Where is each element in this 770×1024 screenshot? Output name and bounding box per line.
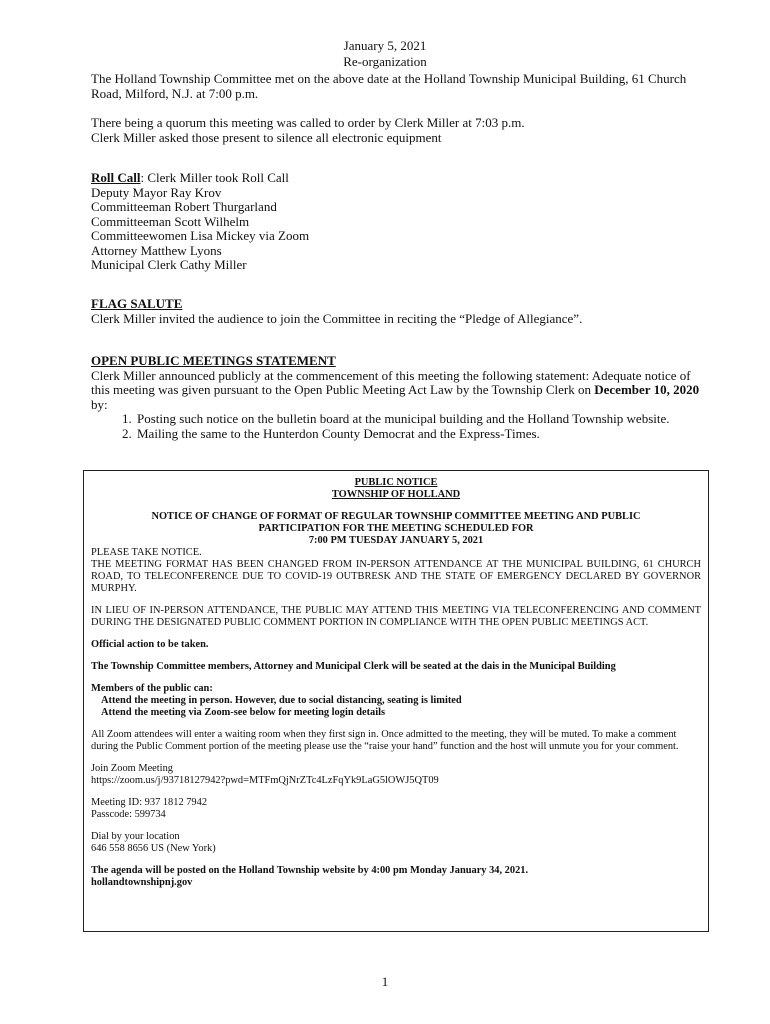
format-change-text: THE MEETING FORMAT HAS BEEN CHANGED FROM IN-PERSON ATTENDANCE AT THE MUNICIPAL BUILDING, 61 CHURCH ROAD, TO TELECONFERENCE DUE TO COVID-19 OUTBRESK AND THE STATE OF EMERGENCY DECLARED BY GOVERNOR MURPHY. bbox=[91, 559, 701, 594]
members-option: Attend the meeting in person. However, due to social distancing, seating is limited bbox=[101, 695, 462, 706]
take-notice: PLEASE TAKE NOTICE. bbox=[91, 547, 202, 558]
intro-paragraph: The Holland Township Committee met on the above date at the Holland Township Municipal Building, 61 Church Road, Milford, N.J. at 7:00 p.m. bbox=[91, 71, 687, 101]
silence-line: Clerk Miller asked those present to silence all electronic equipment bbox=[91, 129, 442, 145]
notice-heading-line: PARTICIPATION FOR THE MEETING SCHEDULED FOR bbox=[258, 523, 534, 534]
join-zoom-label: Join Zoom Meeting bbox=[91, 763, 173, 774]
flag-salute-section bbox=[91, 297, 711, 326]
dial-label: Dial by your location bbox=[91, 831, 180, 842]
list-item: 2. Mailing the same to the Hunterdon County Democrat and the Express-Times. bbox=[135, 427, 711, 442]
quorum-line: There being a quorum this meeting was called to order by Clerk Miller at 7:03 p.m. bbox=[91, 115, 525, 130]
quorum-paragraph bbox=[91, 116, 711, 145]
opm-section bbox=[91, 354, 711, 441]
seating-text: The Township Committee members, Attorney and Municipal Clerk will be seated at the dais in the Municipal Building bbox=[91, 661, 616, 672]
page-header bbox=[0, 38, 770, 70]
opm-statement: Clerk Miller announced publicly at the commencement of this meeting the following statement: Adequate notice of this meeting was given pursuant to the Open Public Meeting Act Law by the Township Clerk on December 10, 2020 by: bbox=[91, 367, 700, 412]
list-item: 1. Posting such notice on the bulletin board at the municipal building and the Holland Township website. bbox=[135, 412, 711, 427]
meeting-type: Re-organization bbox=[343, 54, 427, 69]
members-option: Attend the meeting via Zoom-see below for meeting login details bbox=[101, 707, 386, 718]
zoom-link[interactable]: https://zoom.us/j/93718127942?pwd=MTFmQjNrZTc4LzFqYk9LaG5lOWJ5QT09 bbox=[91, 775, 439, 786]
roll-call-heading: Roll Call bbox=[91, 170, 141, 185]
notice-heading-line: NOTICE OF CHANGE OF FORMAT OF REGULAR TOWNSHIP COMMITTEE MEETING AND PUBLIC bbox=[151, 511, 641, 522]
page-number: 1 bbox=[381, 974, 389, 989]
flag-salute-text: Clerk Miller invited the audience to join the Committee in reciting the “Pledge of Allegiance”. bbox=[91, 310, 583, 326]
notice-heading-line: 7:00 PM TUESDAY JANUARY 5, 2021 bbox=[308, 535, 484, 546]
official-action: Official action to be taken. bbox=[91, 639, 209, 650]
flag-salute-heading: FLAG SALUTE bbox=[91, 296, 183, 311]
notice-township: TOWNSHIP OF HOLLAND bbox=[331, 489, 461, 500]
roll-call-member: Deputy Mayor Ray Krov bbox=[91, 184, 222, 200]
in-lieu-text: IN LIEU OF IN-PERSON ATTENDANCE, THE PUBLIC MAY ATTEND THIS MEETING VIA TELECONFERENCING AND COMMENT DURING THE DESIGNATED PUBLIC COMMENT PORTION IN COMPLIANCE WITH THE OPEN PUBLIC MEETINGS ACT. bbox=[91, 605, 701, 628]
roll-call-member: Municipal Clerk Cathy Miller bbox=[91, 257, 247, 272]
roll-call-member: Committeeman Scott Wilhelm bbox=[91, 213, 250, 229]
opm-list bbox=[91, 412, 711, 441]
website-link[interactable]: hollandtownshipnj.gov bbox=[91, 877, 193, 888]
passcode: Passcode: 599734 bbox=[91, 809, 166, 820]
notice-date: December 10, 2020 bbox=[594, 382, 700, 397]
dial-number: 646 558 8656 US (New York) bbox=[91, 843, 216, 854]
agenda-text: The agenda will be posted on the Holland Township website by 4:00 pm Monday January 34, 2021. bbox=[91, 865, 529, 876]
public-notice-box bbox=[83, 470, 709, 932]
meeting-date: January 5, 2021 bbox=[343, 38, 427, 53]
members-heading: Members of the public can: bbox=[91, 683, 213, 694]
roll-call-member: Committeeman Robert Thurgarland bbox=[91, 199, 277, 214]
roll-call-intro: : Clerk Miller took Roll Call bbox=[140, 170, 289, 185]
opm-heading: OPEN PUBLIC MEETINGS STATEMENT bbox=[91, 353, 336, 368]
meeting-id: Meeting ID: 937 1812 7942 bbox=[91, 797, 208, 808]
roll-call-member: Committeewomen Lisa Mickey via Zoom bbox=[91, 228, 310, 243]
roll-call-member: Attorney Matthew Lyons bbox=[91, 242, 222, 258]
notice-title: PUBLIC NOTICE bbox=[354, 477, 438, 488]
roll-call-section bbox=[91, 171, 711, 273]
zoom-waiting-text: All Zoom attendees will enter a waiting room when they first sign in. Once admitted to the meeting, they will be muted. To make a comment during the Public Comment portion of the meeting please use the “raise your hand” function and the host will unmute you for your comment. bbox=[91, 729, 679, 752]
